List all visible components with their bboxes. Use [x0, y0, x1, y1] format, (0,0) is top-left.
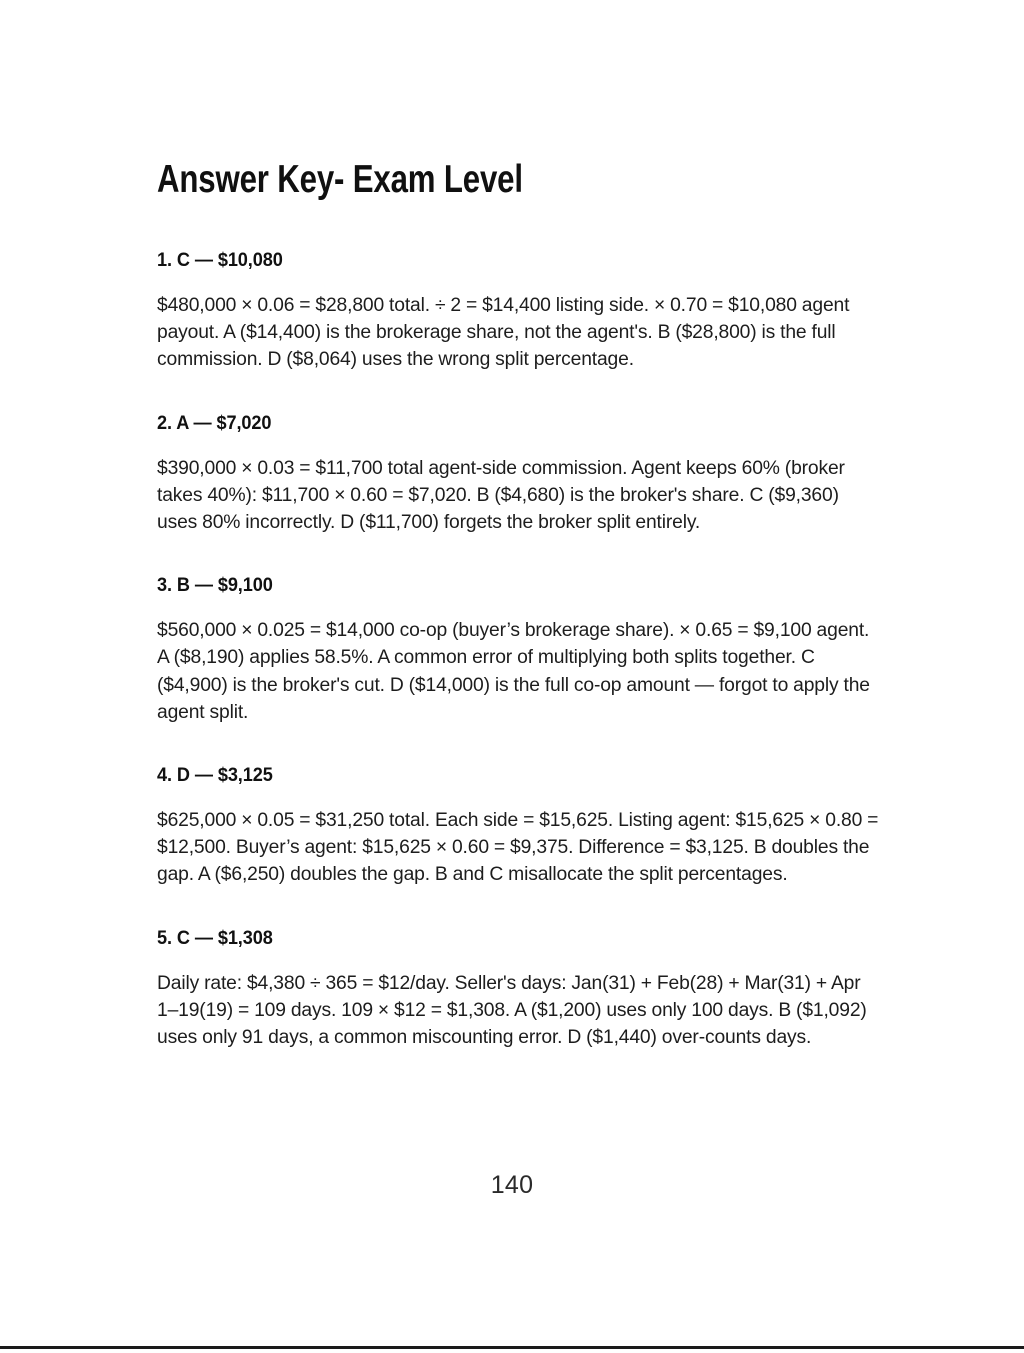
answer-explanation-2: $390,000 × 0.03 = $11,700 total agent-side commission. Agent keeps 60% (broker takes 40%): $11,700 × 0.60 = $7,020. B ($4,680) is the broker's share. C ($9,360) uses 80% incorrectly. D ($11,700) forgets the broker split entirely.: [157, 457, 845, 534]
answer-item-1: [157, 247, 883, 374]
answer-explanation-1: $480,000 × 0.06 = $28,800 total. ÷ 2 = $14,400 listing side. × 0.70 = $10,080 agent payout. A ($14,400) is the brokerage share, not the agent's. B ($28,800) is the full commission. D ($8,064) uses the wrong split percentage.: [157, 295, 850, 371]
answer-item-3: [157, 572, 883, 726]
answer-item-2: [157, 410, 883, 537]
page-title: Answer Key- Exam Level: [157, 158, 523, 201]
page-bottom-edge: [0, 1346, 1024, 1349]
page-content: [157, 0, 883, 1051]
answer-heading-5: 5. C — $1,308: [157, 926, 273, 949]
answer-explanation-4: $625,000 × 0.05 = $31,250 total. Each side = $15,625. Listing agent: $15,625 × 0.80 = $12,500. Buyer’s agent: $15,625 × 0.60 = $9,375. Difference = $3,125. B doubles the gap. A ($6,250) doubles the gap. B and C misallocate the split percentages.: [157, 810, 879, 886]
answer-explanation-3: $560,000 × 0.025 = $14,000 co-op (buyer’s brokerage share). × 0.65 = $9,100 agent. A ($8,190) applies 58.5%. A common error of multiplying both splits together. C ($4,900) is the broker's cut. D ($14,000) is the full co-op amount — forgot to apply the agent split.: [157, 620, 870, 723]
answer-explanation-5: Daily rate: $4,380 ÷ 365 = $12/day. Seller's days: Jan(31) + Feb(28) + Mar(31) + Apr 1–19(19) = 109 days. 109 × $12 = $1,308. A ($1,200) uses only 100 days. B ($1,092) uses only 91 days, a common miscounting error. D ($1,440) over-counts days.: [157, 972, 867, 1049]
answer-heading-4: 4. D — $3,125: [157, 764, 273, 787]
answer-heading-1: 1. C — $10,080: [157, 249, 283, 271]
page-number: 140: [490, 1171, 534, 1199]
answer-heading-3: 3. B — $9,100: [157, 574, 273, 597]
answer-heading-2: 2. A — $7,020: [157, 411, 272, 434]
answer-item-4: [157, 762, 883, 889]
answer-item-5: [157, 925, 883, 1052]
